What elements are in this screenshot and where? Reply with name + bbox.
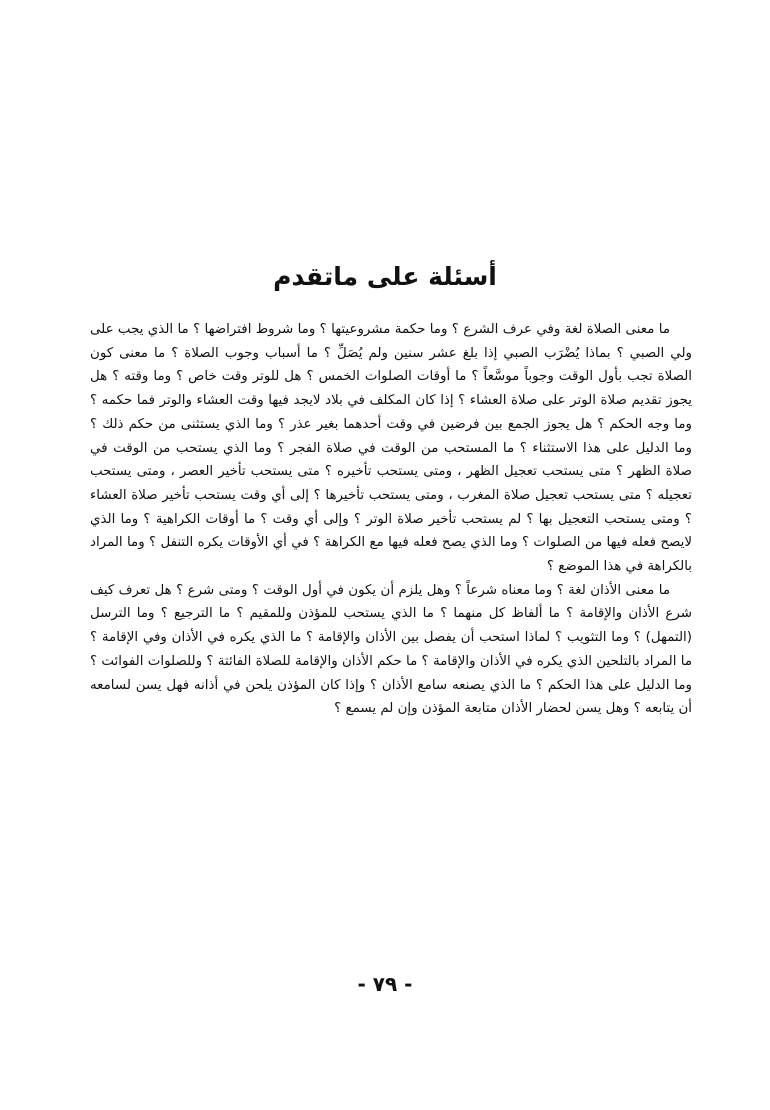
page-number: - ٧٩ - xyxy=(357,972,413,996)
paragraph-adhan-questions: ما معنى الأذان لغة ؟ وما معناه شرعاً ؟ وهل يلزم أن يكون في أول الوقت ؟ ومتى شرع ؟ هل تعرف كيف شرع الأذان والإقامة ؟ ما ألفاظ كل منهما ؟ ما الذي يستحب للمؤذن وللمقيم ؟ ما الترجيع ؟ وما الترسل (التمهل) ؟ وما التثويب ؟ لماذا استحب أن يفصل بين الأذان والإقامة ؟ ما الذي يكره في الأذان وفي الإقامة ؟ ما المراد بالتلحين الذي يكره في الأذان والإقامة ؟ ما حكم الأذان والإقامة للصلاة الفائتة ؟ وللصلوات الفوائت ؟ وما الدليل على هذا الحكم ؟ ما الذي يصنعه سامع الأذان ؟ وإذا كان المؤذن يلحن في أذانه فهل يسن لسامعه أن يتابعه ؟ وهل يسن لحضار الأذان متابعة المؤذن وإن لم يسمع ؟ xyxy=(90,582,692,717)
paragraph-prayer-questions: ما معنى الصلاة لغة وفي عرف الشرع ؟ وما حكمة مشروعيتها ؟ وما شروط افتراضها ؟ ما الذي يجب على ولي الصبي ؟ بماذا يُضْرَب الصبي إذا بلغ عشر سنين ولم يُصَلِّ ؟ ما أسباب وجوب الصلاة ؟ ما معنى كون الصلاة تجب بأول الوقت وجوباً موسَّعاً ؟ ما أوقات الصلوات الخمس ؟ هل للوتر وقت خاص ؟ وما وقته ؟ هل يجوز تقديم صلاة الوتر على صلاة العشاء ؟ إذا كان المكلف في بلاد لايجد فيها وقت العشاء والوتر فما حكمه ؟ وما وجه الحكم ؟ هل يجوز الجمع بين فرضين في وقت أحدهما بغير عذر ؟ وما الذي يستثنى من حكم ذلك ؟ وما الدليل على هذا الاستثناء ؟ ما المستحب من الوقت في صلاة الفجر ؟ وما الذي يستحب من الوقت في صلاة الظهر ؟ متى يستحب تعجيل الظهر ، ومتى يستحب تأخيره ؟ متى يستحب تأخير العصر ، ومتى يستحب تعجيله ؟ متى يستحب تعجيل صلاة المغرب ، ومتى يستحب تأخيرها ؟ إلى أي وقت يستحب تأخير صلاة العشاء ؟ ومتى يستحب التعجيل بها ؟ لم يستحب تأخير صلاة الوتر ؟ وإلى أي وقت ؟ ما أوقات الكراهية ؟ وما الذي لايصح فعله فيها من الصلوات ؟ وما الذي يصح فعله فيها مع الكراهة ؟ في أي الأوقات يكره التنفل ؟ وما المراد بالكراهة في هذا الموضع ؟ xyxy=(90,322,692,575)
section-title: أسئلة على ماتقدم xyxy=(273,262,497,291)
questions-body xyxy=(90,318,692,721)
